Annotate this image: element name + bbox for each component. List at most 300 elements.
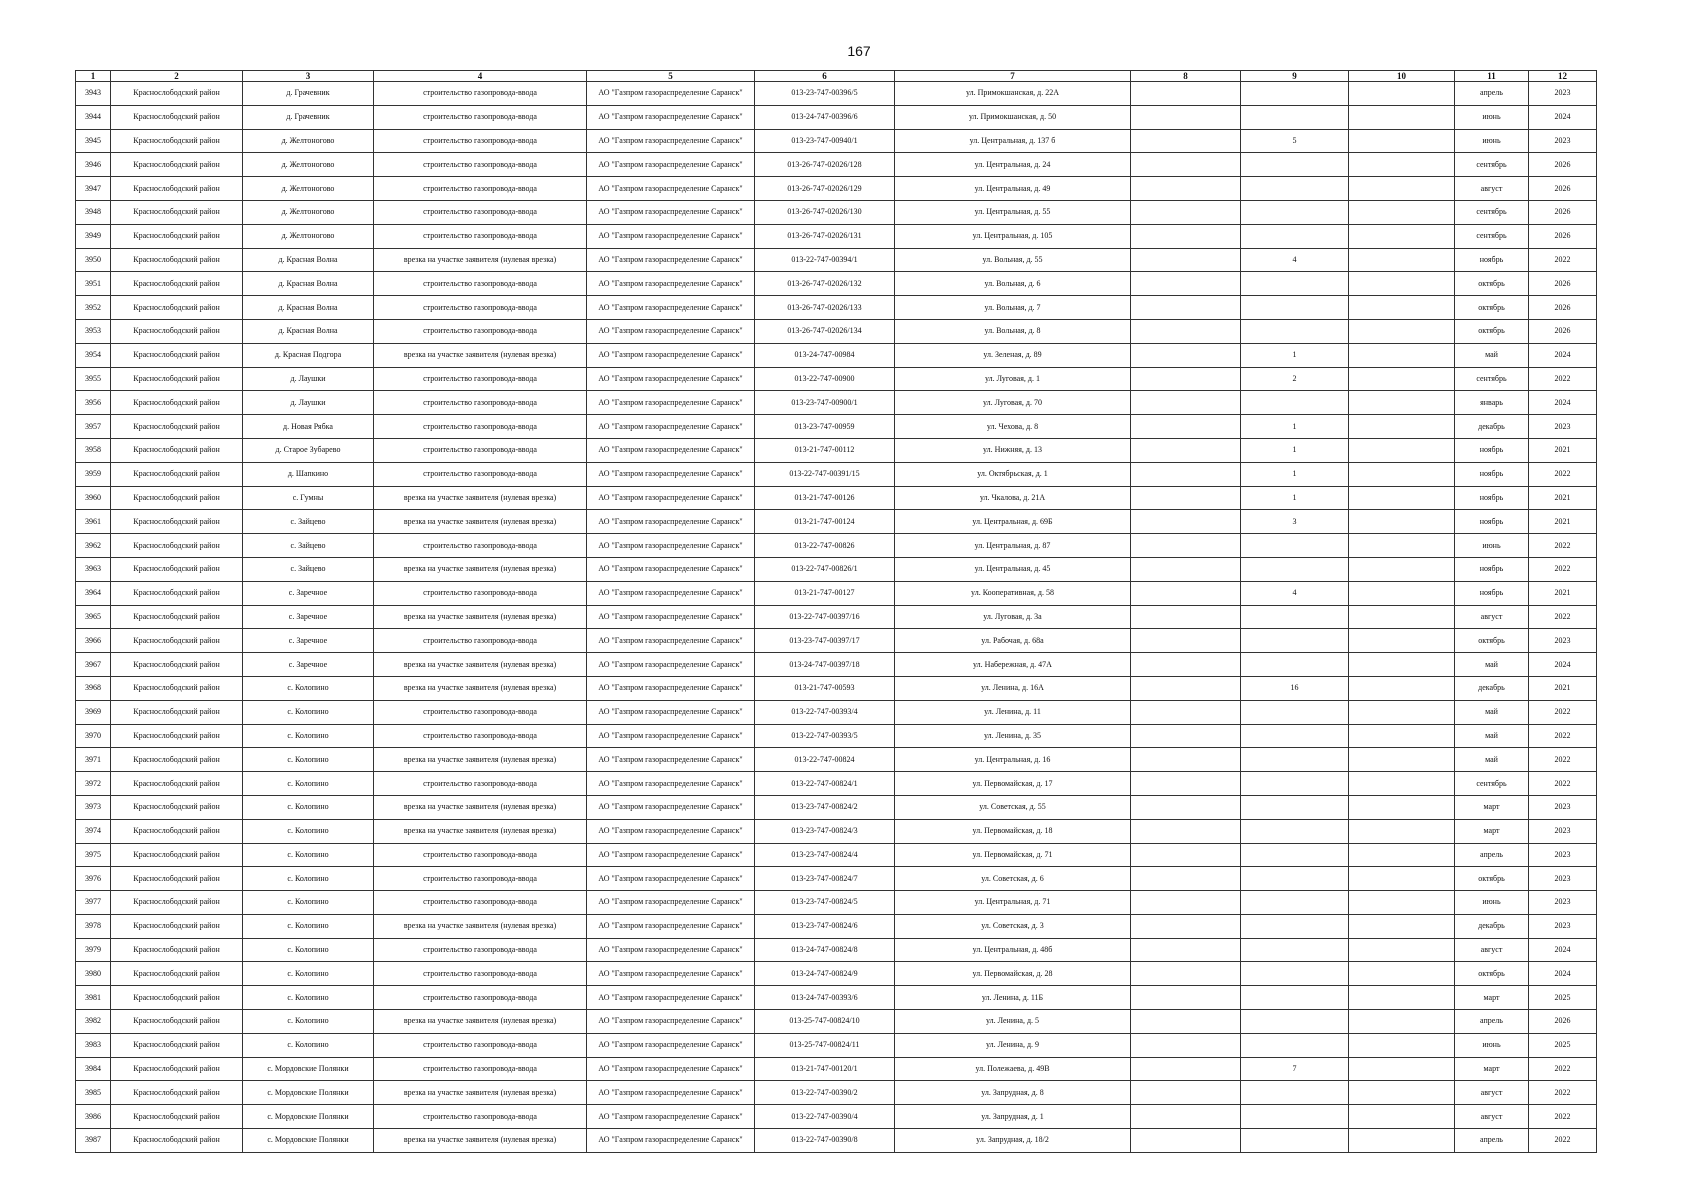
- cell-col-8: [1131, 224, 1241, 248]
- cell-col-9: 4: [1241, 581, 1349, 605]
- table-row: [76, 1057, 1597, 1081]
- cell-organization: АО "Газпром газораспределение Саранск": [587, 486, 755, 510]
- cell-col-9: [1241, 772, 1349, 796]
- cell-district: Краснослободский район: [111, 724, 243, 748]
- cell-month: май: [1455, 700, 1529, 724]
- cell-address: ул. Центральная, д. 45: [895, 557, 1131, 581]
- cell-col-8: [1131, 1105, 1241, 1129]
- cell-month: апрель: [1455, 843, 1529, 867]
- cell-row-number: 3948: [76, 200, 111, 224]
- cell-organization: АО "Газпром газораспределение Саранск": [587, 367, 755, 391]
- cell-year: 2023: [1529, 415, 1597, 439]
- cell-work-type: строительство газопровода-ввода: [374, 1033, 587, 1057]
- cell-year: 2022: [1529, 605, 1597, 629]
- cell-year: 2024: [1529, 391, 1597, 415]
- cell-district: Краснослободский район: [111, 700, 243, 724]
- cell-col-8: [1131, 1057, 1241, 1081]
- cell-organization: АО "Газпром газораспределение Саранск": [587, 557, 755, 581]
- cell-row-number: 3969: [76, 700, 111, 724]
- cell-organization: АО "Газпром газораспределение Саранск": [587, 510, 755, 534]
- table-row: [76, 438, 1597, 462]
- cell-col-8: [1131, 629, 1241, 653]
- cell-year: 2024: [1529, 938, 1597, 962]
- cell-address: ул. Первомайская, д. 71: [895, 843, 1131, 867]
- cell-settlement: с. Заречное: [243, 605, 374, 629]
- cell-row-number: 3986: [76, 1105, 111, 1129]
- cell-district: Краснослободский район: [111, 82, 243, 106]
- cell-month: ноябрь: [1455, 557, 1529, 581]
- cell-month: август: [1455, 1105, 1529, 1129]
- cell-organization: АО "Газпром газораспределение Саранск": [587, 938, 755, 962]
- cell-application-number: 013-26-747-02026/128: [755, 153, 895, 177]
- cell-settlement: д. Лаушки: [243, 367, 374, 391]
- cell-col-9: [1241, 795, 1349, 819]
- cell-col-8: [1131, 867, 1241, 891]
- cell-col-9: [1241, 724, 1349, 748]
- cell-row-number: 3976: [76, 867, 111, 891]
- cell-month: март: [1455, 795, 1529, 819]
- cell-year: 2023: [1529, 843, 1597, 867]
- cell-address: ул. Вольная, д. 8: [895, 319, 1131, 343]
- cell-col-9: 1: [1241, 343, 1349, 367]
- cell-organization: АО "Газпром газораспределение Саранск": [587, 129, 755, 153]
- cell-col-9: 16: [1241, 676, 1349, 700]
- cell-work-type: строительство газопровода-ввода: [374, 438, 587, 462]
- cell-work-type: строительство газопровода-ввода: [374, 319, 587, 343]
- cell-application-number: 013-26-747-02026/131: [755, 224, 895, 248]
- cell-col-8: [1131, 343, 1241, 367]
- cell-district: Краснослободский район: [111, 605, 243, 629]
- cell-application-number: 013-21-747-00126: [755, 486, 895, 510]
- cell-col-8: [1131, 296, 1241, 320]
- cell-district: Краснослободский район: [111, 629, 243, 653]
- cell-application-number: 013-22-747-00390/8: [755, 1129, 895, 1153]
- cell-year: 2022: [1529, 700, 1597, 724]
- cell-district: Краснослободский район: [111, 1129, 243, 1153]
- cell-work-type: строительство газопровода-ввода: [374, 224, 587, 248]
- cell-month: май: [1455, 724, 1529, 748]
- cell-row-number: 3946: [76, 153, 111, 177]
- cell-col-10: [1349, 962, 1455, 986]
- cell-district: Краснослободский район: [111, 438, 243, 462]
- cell-row-number: 3945: [76, 129, 111, 153]
- cell-month: сентябрь: [1455, 153, 1529, 177]
- cell-year: 2021: [1529, 438, 1597, 462]
- cell-address: ул. Советская, д. 6: [895, 867, 1131, 891]
- column-header-8: 8: [1131, 71, 1241, 82]
- cell-col-10: [1349, 1081, 1455, 1105]
- column-header-2: 2: [111, 71, 243, 82]
- cell-row-number: 3979: [76, 938, 111, 962]
- cell-row-number: 3965: [76, 605, 111, 629]
- cell-col-8: [1131, 938, 1241, 962]
- cell-col-8: [1131, 914, 1241, 938]
- cell-work-type: строительство газопровода-ввода: [374, 391, 587, 415]
- cell-application-number: 013-26-747-02026/129: [755, 177, 895, 201]
- cell-row-number: 3981: [76, 986, 111, 1010]
- cell-year: 2022: [1529, 1081, 1597, 1105]
- cell-year: 2022: [1529, 748, 1597, 772]
- column-header-3: 3: [243, 71, 374, 82]
- cell-year: 2023: [1529, 82, 1597, 106]
- cell-month: март: [1455, 986, 1529, 1010]
- cell-month: май: [1455, 748, 1529, 772]
- cell-address: ул. Центральная, д. 137 б: [895, 129, 1131, 153]
- cell-application-number: 013-23-747-00824/4: [755, 843, 895, 867]
- cell-settlement: с. Зайцево: [243, 510, 374, 534]
- cell-month: июнь: [1455, 129, 1529, 153]
- cell-work-type: строительство газопровода-ввода: [374, 1057, 587, 1081]
- cell-address: ул. Запрудная, д. 1: [895, 1105, 1131, 1129]
- cell-application-number: 013-24-747-00984: [755, 343, 895, 367]
- cell-row-number: 3973: [76, 795, 111, 819]
- cell-organization: АО "Газпром газораспределение Саранск": [587, 296, 755, 320]
- cell-col-8: [1131, 1129, 1241, 1153]
- cell-col-9: [1241, 914, 1349, 938]
- cell-col-10: [1349, 153, 1455, 177]
- table-row: [76, 129, 1597, 153]
- cell-organization: АО "Газпром газораспределение Саранск": [587, 1010, 755, 1034]
- cell-settlement: с. Мордовские Полянки: [243, 1081, 374, 1105]
- cell-col-9: [1241, 843, 1349, 867]
- cell-settlement: д. Красная Волна: [243, 248, 374, 272]
- cell-organization: АО "Газпром газораспределение Саранск": [587, 891, 755, 915]
- column-number-header-row: [76, 71, 1597, 82]
- cell-col-10: [1349, 1105, 1455, 1129]
- cell-row-number: 3978: [76, 914, 111, 938]
- table-row: [76, 367, 1597, 391]
- cell-settlement: с. Колопино: [243, 1033, 374, 1057]
- table-row: [76, 843, 1597, 867]
- cell-work-type: врезка на участке заявителя (нулевая врезка): [374, 795, 587, 819]
- cell-organization: АО "Газпром газораспределение Саранск": [587, 653, 755, 677]
- cell-application-number: 013-22-747-00826/1: [755, 557, 895, 581]
- cell-col-10: [1349, 200, 1455, 224]
- cell-year: 2023: [1529, 129, 1597, 153]
- cell-month: сентябрь: [1455, 367, 1529, 391]
- cell-address: ул. Запрудная, д. 18/2: [895, 1129, 1131, 1153]
- cell-settlement: с. Колопино: [243, 867, 374, 891]
- cell-application-number: 013-23-747-00397/17: [755, 629, 895, 653]
- table-body: [76, 82, 1597, 1153]
- cell-year: 2023: [1529, 891, 1597, 915]
- cell-district: Краснослободский район: [111, 129, 243, 153]
- cell-organization: АО "Газпром газораспределение Саранск": [587, 1105, 755, 1129]
- cell-col-9: 4: [1241, 248, 1349, 272]
- table-row: [76, 343, 1597, 367]
- cell-address: ул. Первомайская, д. 28: [895, 962, 1131, 986]
- cell-organization: АО "Газпром газораспределение Саранск": [587, 343, 755, 367]
- cell-district: Краснослободский район: [111, 1033, 243, 1057]
- cell-row-number: 3959: [76, 462, 111, 486]
- table-row: [76, 676, 1597, 700]
- cell-work-type: строительство газопровода-ввода: [374, 177, 587, 201]
- cell-application-number: 013-22-747-00397/16: [755, 605, 895, 629]
- cell-row-number: 3949: [76, 224, 111, 248]
- cell-col-9: [1241, 629, 1349, 653]
- cell-month: сентябрь: [1455, 772, 1529, 796]
- cell-row-number: 3943: [76, 82, 111, 106]
- cell-district: Краснослободский район: [111, 914, 243, 938]
- cell-district: Краснослободский район: [111, 415, 243, 439]
- cell-month: ноябрь: [1455, 510, 1529, 534]
- cell-row-number: 3966: [76, 629, 111, 653]
- cell-organization: АО "Газпром газораспределение Саранск": [587, 1129, 755, 1153]
- cell-col-8: [1131, 534, 1241, 558]
- cell-settlement: д. Желтоногово: [243, 177, 374, 201]
- gas-connection-register-table: [75, 70, 1597, 1153]
- cell-organization: АО "Газпром газораспределение Саранск": [587, 986, 755, 1010]
- cell-address: ул. Примокшанская, д. 50: [895, 105, 1131, 129]
- cell-month: сентябрь: [1455, 224, 1529, 248]
- cell-address: ул. Чкалова, д. 21А: [895, 486, 1131, 510]
- cell-application-number: 013-23-747-00824/6: [755, 914, 895, 938]
- cell-work-type: врезка на участке заявителя (нулевая врезка): [374, 914, 587, 938]
- cell-col-8: [1131, 105, 1241, 129]
- cell-col-9: [1241, 962, 1349, 986]
- table-row: [76, 867, 1597, 891]
- cell-application-number: 013-24-747-00393/6: [755, 986, 895, 1010]
- cell-application-number: 013-22-747-00393/4: [755, 700, 895, 724]
- cell-settlement: с. Колопино: [243, 891, 374, 915]
- cell-col-8: [1131, 1010, 1241, 1034]
- cell-district: Краснослободский район: [111, 772, 243, 796]
- cell-work-type: врезка на участке заявителя (нулевая врезка): [374, 1010, 587, 1034]
- cell-work-type: врезка на участке заявителя (нулевая врезка): [374, 653, 587, 677]
- cell-organization: АО "Газпром газораспределение Саранск": [587, 581, 755, 605]
- cell-col-8: [1131, 319, 1241, 343]
- cell-col-8: [1131, 748, 1241, 772]
- cell-organization: АО "Газпром газораспределение Саранск": [587, 82, 755, 106]
- cell-settlement: с. Заречное: [243, 629, 374, 653]
- cell-col-9: 7: [1241, 1057, 1349, 1081]
- cell-row-number: 3982: [76, 1010, 111, 1034]
- cell-address: ул. Полежаева, д. 49В: [895, 1057, 1131, 1081]
- cell-organization: АО "Газпром газораспределение Саранск": [587, 867, 755, 891]
- cell-district: Краснослободский район: [111, 224, 243, 248]
- cell-application-number: 013-23-747-00824/2: [755, 795, 895, 819]
- cell-year: 2026: [1529, 153, 1597, 177]
- cell-application-number: 013-24-747-00824/9: [755, 962, 895, 986]
- cell-year: 2026: [1529, 200, 1597, 224]
- cell-address: ул. Ленина, д. 9: [895, 1033, 1131, 1057]
- cell-year: 2023: [1529, 819, 1597, 843]
- cell-year: 2022: [1529, 557, 1597, 581]
- cell-month: январь: [1455, 391, 1529, 415]
- cell-col-10: [1349, 1129, 1455, 1153]
- cell-application-number: 013-26-747-02026/134: [755, 319, 895, 343]
- cell-year: 2021: [1529, 676, 1597, 700]
- cell-col-9: [1241, 534, 1349, 558]
- cell-month: декабрь: [1455, 415, 1529, 439]
- cell-address: ул. Рабочая, д. 68а: [895, 629, 1131, 653]
- cell-organization: АО "Газпром газораспределение Саранск": [587, 700, 755, 724]
- cell-row-number: 3958: [76, 438, 111, 462]
- cell-col-8: [1131, 272, 1241, 296]
- cell-settlement: с. Мордовские Полянки: [243, 1129, 374, 1153]
- cell-col-9: [1241, 557, 1349, 581]
- table-row: [76, 510, 1597, 534]
- cell-col-9: 3: [1241, 510, 1349, 534]
- cell-row-number: 3971: [76, 748, 111, 772]
- cell-application-number: 013-23-747-00959: [755, 415, 895, 439]
- table-row: [76, 557, 1597, 581]
- cell-work-type: врезка на участке заявителя (нулевая врезка): [374, 1129, 587, 1153]
- cell-row-number: 3977: [76, 891, 111, 915]
- cell-col-9: [1241, 1105, 1349, 1129]
- cell-year: 2025: [1529, 1033, 1597, 1057]
- cell-work-type: строительство газопровода-ввода: [374, 962, 587, 986]
- table-row: [76, 415, 1597, 439]
- cell-row-number: 3985: [76, 1081, 111, 1105]
- cell-col-8: [1131, 891, 1241, 915]
- cell-work-type: строительство газопровода-ввода: [374, 772, 587, 796]
- cell-col-10: [1349, 319, 1455, 343]
- cell-col-10: [1349, 819, 1455, 843]
- cell-month: октябрь: [1455, 962, 1529, 986]
- cell-organization: АО "Газпром газораспределение Саранск": [587, 748, 755, 772]
- cell-col-10: [1349, 177, 1455, 201]
- cell-row-number: 3947: [76, 177, 111, 201]
- cell-col-8: [1131, 153, 1241, 177]
- cell-col-10: [1349, 676, 1455, 700]
- column-header-4: 4: [374, 71, 587, 82]
- cell-col-9: 1: [1241, 438, 1349, 462]
- cell-month: июнь: [1455, 891, 1529, 915]
- cell-row-number: 3944: [76, 105, 111, 129]
- cell-work-type: строительство газопровода-ввода: [374, 82, 587, 106]
- cell-district: Краснослободский район: [111, 748, 243, 772]
- cell-organization: АО "Газпром газораспределение Саранск": [587, 962, 755, 986]
- cell-district: Краснослободский район: [111, 962, 243, 986]
- cell-district: Краснослободский район: [111, 986, 243, 1010]
- cell-work-type: строительство газопровода-ввода: [374, 129, 587, 153]
- cell-district: Краснослободский район: [111, 867, 243, 891]
- cell-address: ул. Центральная, д. 71: [895, 891, 1131, 915]
- cell-year: 2024: [1529, 105, 1597, 129]
- cell-year: 2022: [1529, 534, 1597, 558]
- table-row: [76, 391, 1597, 415]
- cell-col-8: [1131, 438, 1241, 462]
- cell-organization: АО "Газпром газораспределение Саранск": [587, 914, 755, 938]
- table-row: [76, 1033, 1597, 1057]
- cell-district: Краснослободский район: [111, 676, 243, 700]
- table-row: [76, 1129, 1597, 1153]
- cell-application-number: 013-23-747-00824/5: [755, 891, 895, 915]
- cell-col-8: [1131, 1081, 1241, 1105]
- cell-col-10: [1349, 891, 1455, 915]
- cell-col-10: [1349, 653, 1455, 677]
- cell-address: ул. Центральная, д. 69Б: [895, 510, 1131, 534]
- cell-district: Краснослободский район: [111, 367, 243, 391]
- cell-settlement: д. Лаушки: [243, 391, 374, 415]
- cell-row-number: 3956: [76, 391, 111, 415]
- cell-col-10: [1349, 367, 1455, 391]
- cell-organization: АО "Газпром газораспределение Саранск": [587, 1033, 755, 1057]
- cell-year: 2026: [1529, 177, 1597, 201]
- cell-col-8: [1131, 772, 1241, 796]
- table-row: [76, 486, 1597, 510]
- table-row: [76, 1105, 1597, 1129]
- cell-col-9: [1241, 391, 1349, 415]
- cell-work-type: строительство газопровода-ввода: [374, 1105, 587, 1129]
- cell-district: Краснослободский район: [111, 486, 243, 510]
- cell-col-10: [1349, 1010, 1455, 1034]
- cell-row-number: 3957: [76, 415, 111, 439]
- cell-col-10: [1349, 438, 1455, 462]
- cell-col-9: [1241, 748, 1349, 772]
- cell-col-9: 1: [1241, 486, 1349, 510]
- table-row: [76, 153, 1597, 177]
- cell-col-9: [1241, 272, 1349, 296]
- cell-month: апрель: [1455, 82, 1529, 106]
- cell-application-number: 013-26-747-02026/130: [755, 200, 895, 224]
- cell-organization: АО "Газпром газораспределение Саранск": [587, 795, 755, 819]
- cell-address: ул. Октябрьская, д. 1: [895, 462, 1131, 486]
- cell-col-10: [1349, 391, 1455, 415]
- cell-application-number: 013-21-747-00124: [755, 510, 895, 534]
- table-row: [76, 938, 1597, 962]
- cell-address: ул. Чехова, д. 8: [895, 415, 1131, 439]
- cell-month: октябрь: [1455, 867, 1529, 891]
- cell-organization: АО "Газпром газораспределение Саранск": [587, 248, 755, 272]
- cell-col-10: [1349, 462, 1455, 486]
- cell-work-type: врезка на участке заявителя (нулевая врезка): [374, 748, 587, 772]
- cell-col-10: [1349, 1033, 1455, 1057]
- cell-work-type: строительство газопровода-ввода: [374, 581, 587, 605]
- table-row: [76, 534, 1597, 558]
- cell-year: 2025: [1529, 986, 1597, 1010]
- cell-col-9: [1241, 200, 1349, 224]
- cell-settlement: с. Гумны: [243, 486, 374, 510]
- cell-address: ул. Центральная, д. 87: [895, 534, 1131, 558]
- cell-col-10: [1349, 272, 1455, 296]
- cell-address: ул. Советская, д. 55: [895, 795, 1131, 819]
- table-row: [76, 891, 1597, 915]
- cell-row-number: 3951: [76, 272, 111, 296]
- cell-col-8: [1131, 391, 1241, 415]
- cell-organization: АО "Газпром газораспределение Саранск": [587, 772, 755, 796]
- cell-col-10: [1349, 914, 1455, 938]
- cell-month: октябрь: [1455, 629, 1529, 653]
- cell-row-number: 3960: [76, 486, 111, 510]
- cell-district: Краснослободский район: [111, 296, 243, 320]
- column-header-11: 11: [1455, 71, 1529, 82]
- cell-settlement: с. Колопино: [243, 938, 374, 962]
- cell-year: 2026: [1529, 224, 1597, 248]
- cell-application-number: 013-22-747-00393/5: [755, 724, 895, 748]
- cell-col-9: [1241, 105, 1349, 129]
- table-row: [76, 248, 1597, 272]
- cell-address: ул. Центральная, д. 48б: [895, 938, 1131, 962]
- cell-application-number: 013-22-747-00824/1: [755, 772, 895, 796]
- cell-organization: АО "Газпром газораспределение Саранск": [587, 224, 755, 248]
- cell-district: Краснослободский район: [111, 153, 243, 177]
- cell-application-number: 013-21-747-00593: [755, 676, 895, 700]
- cell-district: Краснослободский район: [111, 843, 243, 867]
- cell-work-type: врезка на участке заявителя (нулевая врезка): [374, 248, 587, 272]
- cell-organization: АО "Газпром газораспределение Саранск": [587, 319, 755, 343]
- cell-col-9: [1241, 224, 1349, 248]
- cell-col-8: [1131, 129, 1241, 153]
- cell-col-9: [1241, 891, 1349, 915]
- cell-organization: АО "Газпром газораспределение Саранск": [587, 1081, 755, 1105]
- cell-organization: АО "Газпром газораспределение Саранск": [587, 105, 755, 129]
- cell-organization: АО "Газпром газораспределение Саранск": [587, 438, 755, 462]
- cell-district: Краснослободский район: [111, 1081, 243, 1105]
- cell-address: ул. Ленина, д. 11: [895, 700, 1131, 724]
- cell-row-number: 3987: [76, 1129, 111, 1153]
